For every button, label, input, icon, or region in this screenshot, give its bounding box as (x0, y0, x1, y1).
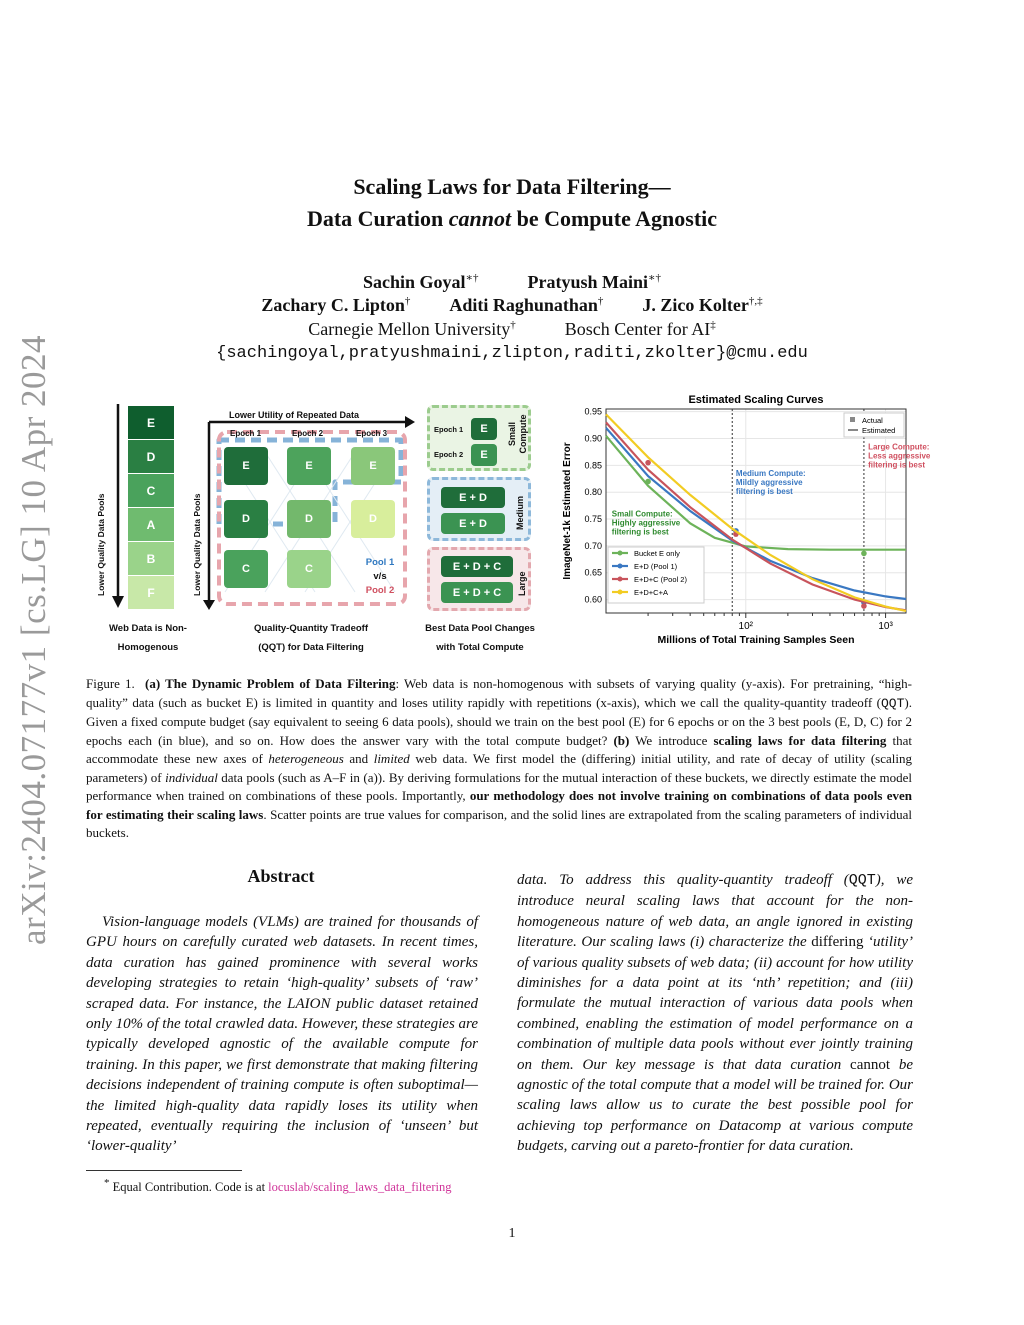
y-tick-label: 0.70 (584, 540, 602, 551)
panel2-ylabel: Lower Quality Data Pools (192, 493, 202, 596)
medium-tile: E + D (441, 513, 505, 534)
x-axis-label: Millions of Total Training Samples Seen (657, 634, 855, 646)
legend-series-label: E+D+C+A (634, 588, 668, 597)
small-epoch-label: Epoch 2 (434, 450, 464, 459)
footnote: * Equal Contribution. Code is at locuslab/scaling_laws_data_filtering (104, 1177, 452, 1195)
annotation-text: Large Compute: (868, 442, 930, 452)
qqt-tile: D (224, 500, 268, 538)
legend-series-marker (618, 564, 623, 569)
y-tick-label: 0.80 (584, 487, 602, 498)
y-tick-label: 0.95 (584, 406, 602, 417)
qqt-tile: E (224, 447, 268, 485)
x-tick-label: 10³ (878, 621, 893, 632)
footnote-rule (86, 1170, 242, 1171)
figure-caption: Figure 1. (a) The Dynamic Problem of Data Filtering: Web data is non-homogenous with subsets of varying quality (y-axis). For pretraining, “high-quality” data (such as bucket E) is limited in quantity and loses utility rapidly with repetitions (x-axis), which we call the quality-quantity tradeoff (QQT). Given a fixed compute budget (say equivalent to seeing 6 data pools), should we train on the best pool (E) for 6 epochs or on the 3 best pools (E, D, C) for 2 epochs each (in blue), and so on. How does the answer vary with the total compute budget? (b) We introduce scaling laws for data filtering that accommodate these new axes of heterogeneous and limited web data. We first model the (differing) initial utility, and rate of decay of utility (scaling parameters) of individual data pools (such as A–F in (a)). By deriving formulations for the mutual interaction of these buckets, we directly estimate the model performance when trained on combinations of these pools. Importantly, our methodology does not involve training on combinations of data pools even for estimating their scaling laws. Scatter points are true values for comparison, and the solid lines are extrapolated from the scaling parameters of individual buckets. (86, 676, 913, 840)
actual-point (861, 551, 867, 557)
author: Pratyush Maini (527, 272, 649, 292)
y-tick-label: 0.65 (584, 567, 602, 578)
chart-title: Estimated Scaling Curves (688, 394, 824, 406)
y-tick-label: 0.75 (584, 514, 602, 525)
epoch-label: Epoch 3 (356, 429, 388, 438)
author-emails: {sachingoyal,pratyushmaini,zlipton,raditi,zkolter}@cmu.edu (216, 344, 808, 363)
pool-tile-E: E (128, 406, 174, 440)
pool-tile-C: C (128, 474, 174, 508)
legend-series-marker (618, 551, 623, 556)
y-tick-label: 0.60 (584, 594, 602, 605)
pool-tile-B: B (128, 542, 174, 576)
arxiv-identifier: arXiv:2404.07177v1 [cs.LG] 10 Apr 2024 (14, 334, 53, 945)
author: J. Zico Kolter (642, 295, 749, 315)
actual-point (645, 460, 651, 466)
qqt-tile: E (351, 447, 395, 485)
annotation-text: Mildly aggressive (735, 478, 803, 488)
actual-point (861, 603, 867, 609)
pool-tile-A: A (128, 508, 174, 542)
author-line-2: Zachary C. Lipton† Aditi Raghunathan† J. Zico Kolter†,‡ (261, 295, 763, 315)
legend-label: Actual (862, 416, 883, 425)
annotation-text: Less aggressive (868, 451, 931, 461)
qqt-tile: C (287, 550, 331, 588)
panel1-ylabel: Lower Quality Data Pools (96, 493, 106, 596)
code-link[interactable]: locuslab/scaling_laws_data_filtering (268, 1180, 452, 1195)
annotation-text: Medium Compute: (735, 469, 806, 479)
pool-tile-D: D (128, 440, 174, 474)
annotation-text: Highly aggressive (611, 518, 681, 528)
epoch-label: Epoch 2 (292, 429, 324, 438)
legend-series-marker (618, 590, 623, 595)
x-tick-label: 10² (738, 621, 754, 632)
author: Aditi Raghunathan (449, 295, 598, 315)
legend-label: Estimated (862, 426, 896, 435)
qqt-tile: D (351, 500, 395, 538)
panel2-caption: Quality-Quantity Tradeoff (QQT) for Data Filtering (253, 623, 368, 653)
epoch-label: Epoch 1 (230, 429, 262, 438)
small-tile: E (471, 444, 497, 466)
annotation-text: filtering is best (735, 487, 793, 497)
author-line-1: Sachin Goyal∗† Pratyush Maini∗† (362, 272, 661, 292)
pool-legend: Pool 1 v/s Pool 2 (365, 557, 395, 596)
abstract-right-column: data. To address this quality-quantity tradeoff (QQT), we introduce neural scaling laws that account for the non-homogeneous nature of web data, an angle ignored in existing literature. Our scaling laws (i) characterize the differing ‘utility’ of various quality subsets of web data; (ii) account for how utility diminishes for a data point at its ‘nth’ repetition; and (iii) formulate the mutual interaction of various data pools when combined, enabling the estimation of model performance on a combination of multiple data pools without ever jointly training on them. Our key message is that data curation cannot be agnostic of the total compute that a model will be trained for. Our scaling laws allow us to curate the best possible pool for achieving top performance on Datacomp at various compute budgets, carving out a pareto-frontier for data curation. (517, 872, 913, 1155)
author: Sachin Goyal (362, 272, 466, 292)
qqt-tile: C (224, 550, 268, 588)
large-compute-label: Large (517, 571, 527, 596)
qqt-tile: E (287, 447, 331, 485)
small-epoch-label: Epoch 1 (434, 425, 464, 434)
paper-title-line1: Scaling Laws for Data Filtering— (353, 174, 671, 199)
abstract-heading: Abstract (247, 866, 315, 886)
legend-series-label: E+D (Pool 1) (634, 562, 678, 571)
medium-compute-label: Medium (515, 495, 525, 530)
annotation-text: filtering is best (611, 527, 669, 537)
qqt-tile: D (287, 500, 331, 538)
large-tile: E + D + C (441, 556, 513, 577)
legend-series-label: Bucket E only (634, 549, 680, 558)
actual-point (645, 479, 651, 485)
y-axis-label: ImageNet-1k Estimated Error (562, 442, 573, 580)
paper-title-line2: Data Curation cannot be Compute Agnostic (306, 206, 718, 231)
legend-actual-swatch (850, 417, 855, 422)
scaling-curves-chart (556, 390, 931, 652)
page-number: 1 (508, 1226, 516, 1241)
abstract-left-column: Vision-language models (VLMs) are trained for thousands of GPU hours on carefully curated web datasets. In recent times, data curation has gained prominence with several works developing strategies to retain ‘high-quality’ subsets of ‘raw’ scraped data. For instance, the LAION public dataset retained only 10% of the total crawled data. However, these strategies are typically developed agnostic of the available compute for training. In this paper, we first demonstrate that making filtering decisions independent of training compute is often suboptimal—the limited high-quality data rapidly loses its utility when repeated, eventually requiring the inclusion of ‘unseen’ but ‘lower-quality’ (86, 914, 478, 1155)
annotation-text: filtering is best (868, 460, 926, 470)
legend-series-label: E+D+C (Pool 2) (634, 575, 687, 584)
small-compute-label: Small Compute (507, 414, 528, 454)
legend-series-marker (618, 577, 623, 582)
author: Zachary C. Lipton (261, 295, 405, 315)
y-tick-label: 0.90 (584, 433, 602, 444)
pool-tile-F: F (128, 576, 174, 610)
small-tile: E (471, 418, 497, 440)
affiliations: Carnegie Mellon University† Bosch Center for AI‡ (308, 319, 716, 339)
panel1-caption: Web Data is Non- Homogenous (109, 623, 187, 653)
quality-down-arrow (108, 404, 128, 608)
medium-tile: E + D (441, 487, 505, 508)
qqt-top-label: Lower Utility of Repeated Data (229, 410, 360, 420)
y-tick-label: 0.85 (584, 460, 602, 471)
large-tile: E + D + C (441, 582, 513, 603)
panel3-caption: Best Data Pool Changes with Total Compute (425, 623, 535, 653)
annotation-text: Small Compute: (611, 509, 673, 519)
